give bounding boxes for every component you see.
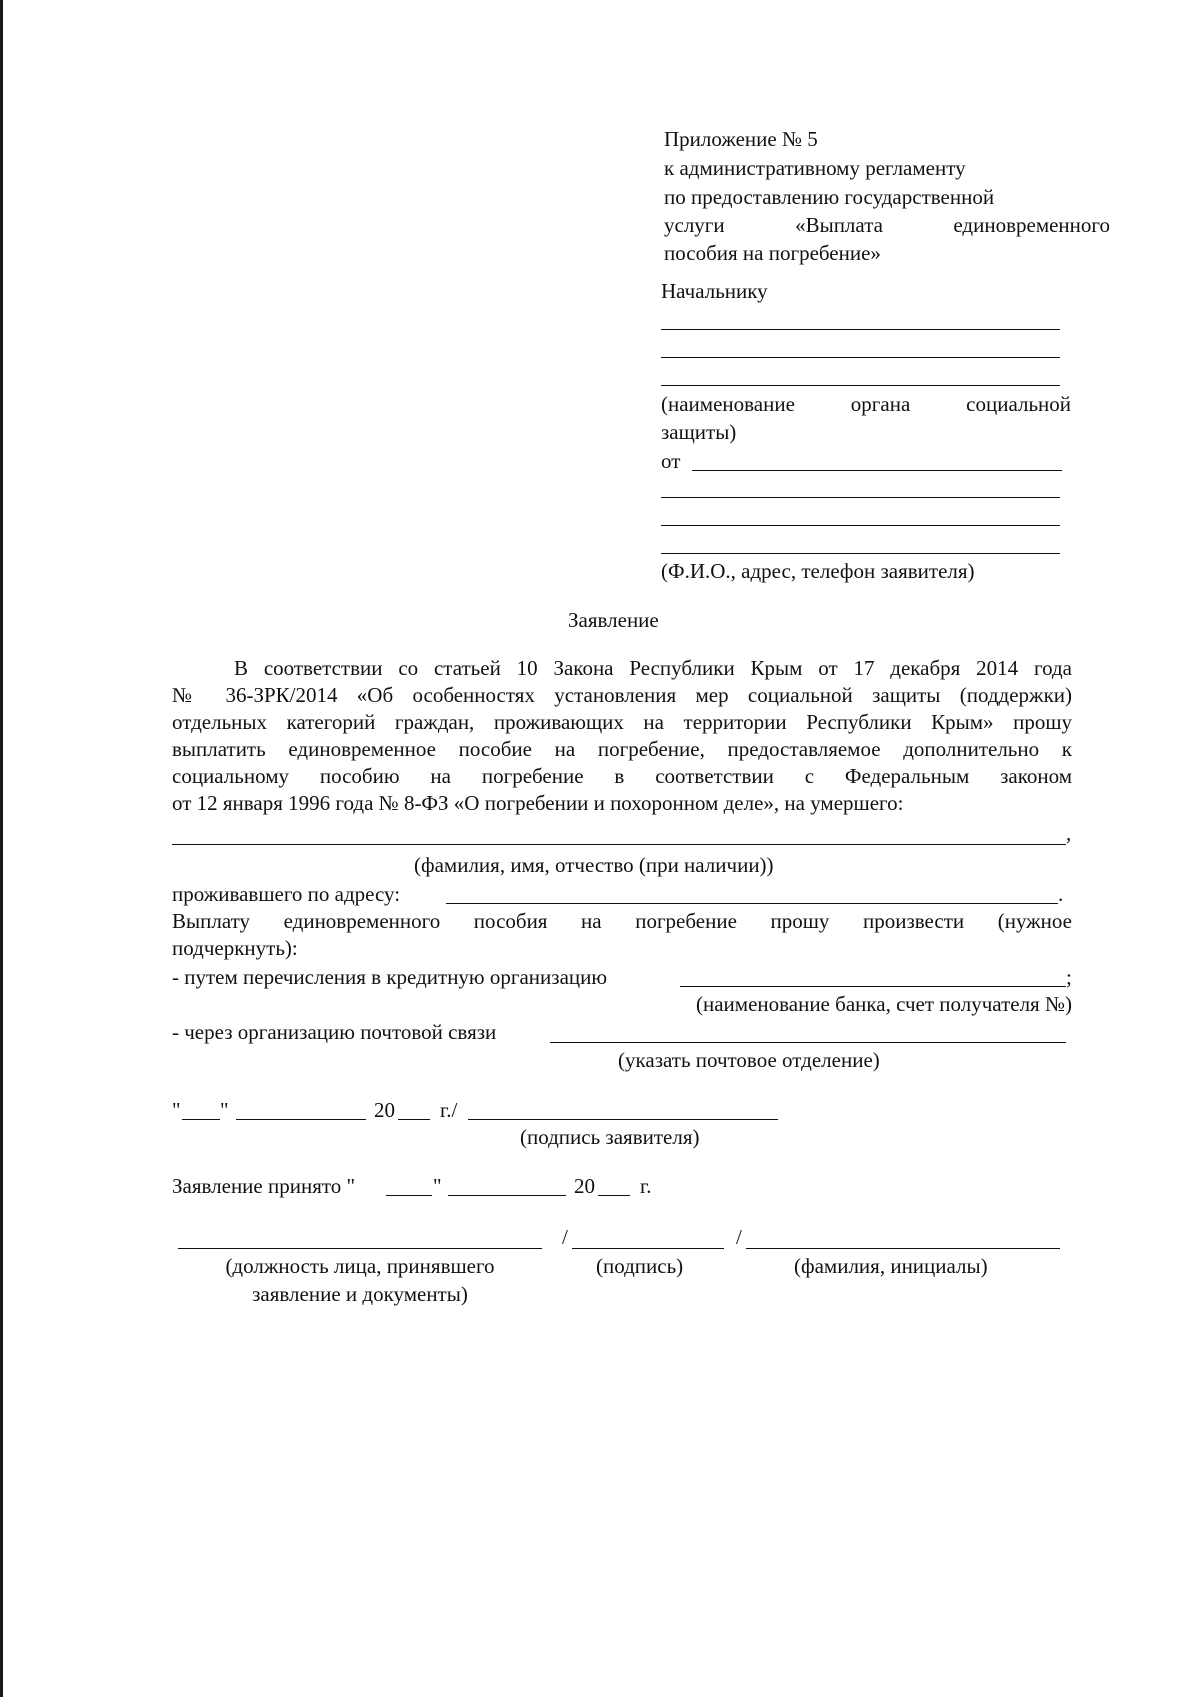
date-day-line[interactable] [182, 1119, 220, 1120]
bank-input-line[interactable] [680, 986, 1066, 987]
option-post[interactable]: - через организацию почтовой связи [172, 1020, 497, 1044]
acceptance-day-line[interactable] [386, 1195, 432, 1196]
bank-caption: (наименование банка, счет получателя №) [695, 992, 1072, 1016]
deceased-name-line[interactable] [172, 844, 1066, 845]
applicant-signature-caption: (подпись заявителя) [520, 1125, 700, 1149]
paragraph-line-4: выплатить единовременное пособие на погребение, предоставляемое дополнительно к [172, 737, 1072, 761]
acceptance-month-line[interactable] [448, 1195, 566, 1196]
paragraph-line-2: № 36-ЗРК/2014 «Об особенностях установления мер социальной защиты (поддержки) [172, 683, 1072, 707]
organ-caption-word-1: (наименование [661, 392, 795, 416]
organ-field-line-1[interactable] [661, 329, 1060, 330]
payment-line-2: подчеркнуть): [172, 936, 298, 960]
appendix-line-2: по предоставлению государственной [664, 185, 995, 209]
appendix-line-1: к административному регламенту [664, 156, 966, 180]
address-label: проживавшего по адресу: [172, 882, 401, 906]
date-quote-open: " [172, 1098, 181, 1122]
acceptance-year-line[interactable] [598, 1195, 630, 1196]
acceptance-year-suffix: г. [640, 1174, 652, 1198]
applicant-field-line-1[interactable] [692, 470, 1062, 471]
date-year-suffix: г./ [440, 1098, 458, 1122]
organ-caption-line-2: защиты) [661, 420, 737, 444]
applicant-signature-line[interactable] [468, 1119, 778, 1120]
organ-caption-word-3: социальной [966, 392, 1071, 416]
post-caption: (указать почтовое отделение) [618, 1048, 880, 1072]
bank-semicolon: ; [1066, 965, 1072, 989]
paragraph-line-6: от 12 января 1996 года № 8-ФЗ «О погребении и похоронном деле», на умершего: [172, 791, 904, 815]
official-name-line[interactable] [746, 1248, 1060, 1249]
deceased-caption: (фамилия, имя, отчество (при наличии)) [414, 853, 774, 877]
addressee-label: Начальнику [661, 279, 768, 303]
applicant-field-line-2[interactable] [661, 497, 1060, 498]
payment-line: Выплату единовременного пособия на погребение прошу произвести (нужное [172, 909, 1072, 933]
deceased-name-comma: , [1066, 821, 1072, 845]
appendix-line-3-word-1: услуги [664, 213, 725, 237]
scan-edge [0, 0, 3, 1697]
appendix-line-3-word-3: единовременного [953, 213, 1110, 237]
organ-field-line-2[interactable] [661, 357, 1060, 358]
date-month-line[interactable] [236, 1119, 366, 1120]
official-signature-caption: (подпись) [596, 1254, 684, 1278]
appendix-line-4: пособия на погребение» [664, 241, 881, 265]
document-title: Заявление [568, 608, 659, 632]
official-position-caption-2: заявление и документы) [252, 1282, 468, 1306]
acceptance-quote-close: " [433, 1174, 442, 1198]
date-year-line[interactable] [398, 1119, 430, 1120]
applicant-caption: (Ф.И.О., адрес, телефон заявителя) [661, 559, 975, 583]
organ-field-line-3[interactable] [661, 385, 1060, 386]
official-position-line[interactable] [178, 1248, 542, 1249]
organ-caption-word-2: органа [850, 392, 911, 416]
address-input-line[interactable] [446, 903, 1058, 904]
date-quote-close: " [220, 1098, 229, 1122]
appendix-line-3-word-2: «Выплата [795, 213, 883, 237]
slash-2: / [736, 1225, 742, 1249]
post-office-input-line[interactable] [550, 1042, 1066, 1043]
date-year-prefix: 20 [374, 1098, 395, 1122]
address-period: . [1058, 882, 1064, 906]
official-position-caption-1: (должность лица, принявшего [225, 1254, 495, 1278]
acceptance-year-prefix: 20 [574, 1174, 595, 1198]
paragraph-line-5: социальному пособию на погребение в соответствии с Федеральным законом [172, 764, 1072, 788]
paragraph-line-3: отдельных категорий граждан, проживающих на территории Республики Крым» прошу [172, 710, 1072, 734]
acceptance-label: Заявление принято " [172, 1174, 356, 1198]
option-bank[interactable]: - путем перечисления в кредитную организацию [172, 965, 608, 989]
paragraph-line-1: В соответствии со статьей 10 Закона Республики Крым от 17 декабря 2014 года [234, 656, 1072, 680]
applicant-field-line-3[interactable] [661, 525, 1060, 526]
appendix-line-3 [664, 212, 1110, 238]
official-name-caption: (фамилия, инициалы) [794, 1254, 988, 1278]
from-label: от [661, 449, 681, 473]
official-signature-line[interactable] [572, 1248, 724, 1249]
applicant-field-line-4[interactable] [661, 553, 1060, 554]
slash-1: / [562, 1225, 568, 1249]
organ-caption [661, 391, 1071, 417]
appendix-title: Приложение № 5 [664, 127, 818, 151]
